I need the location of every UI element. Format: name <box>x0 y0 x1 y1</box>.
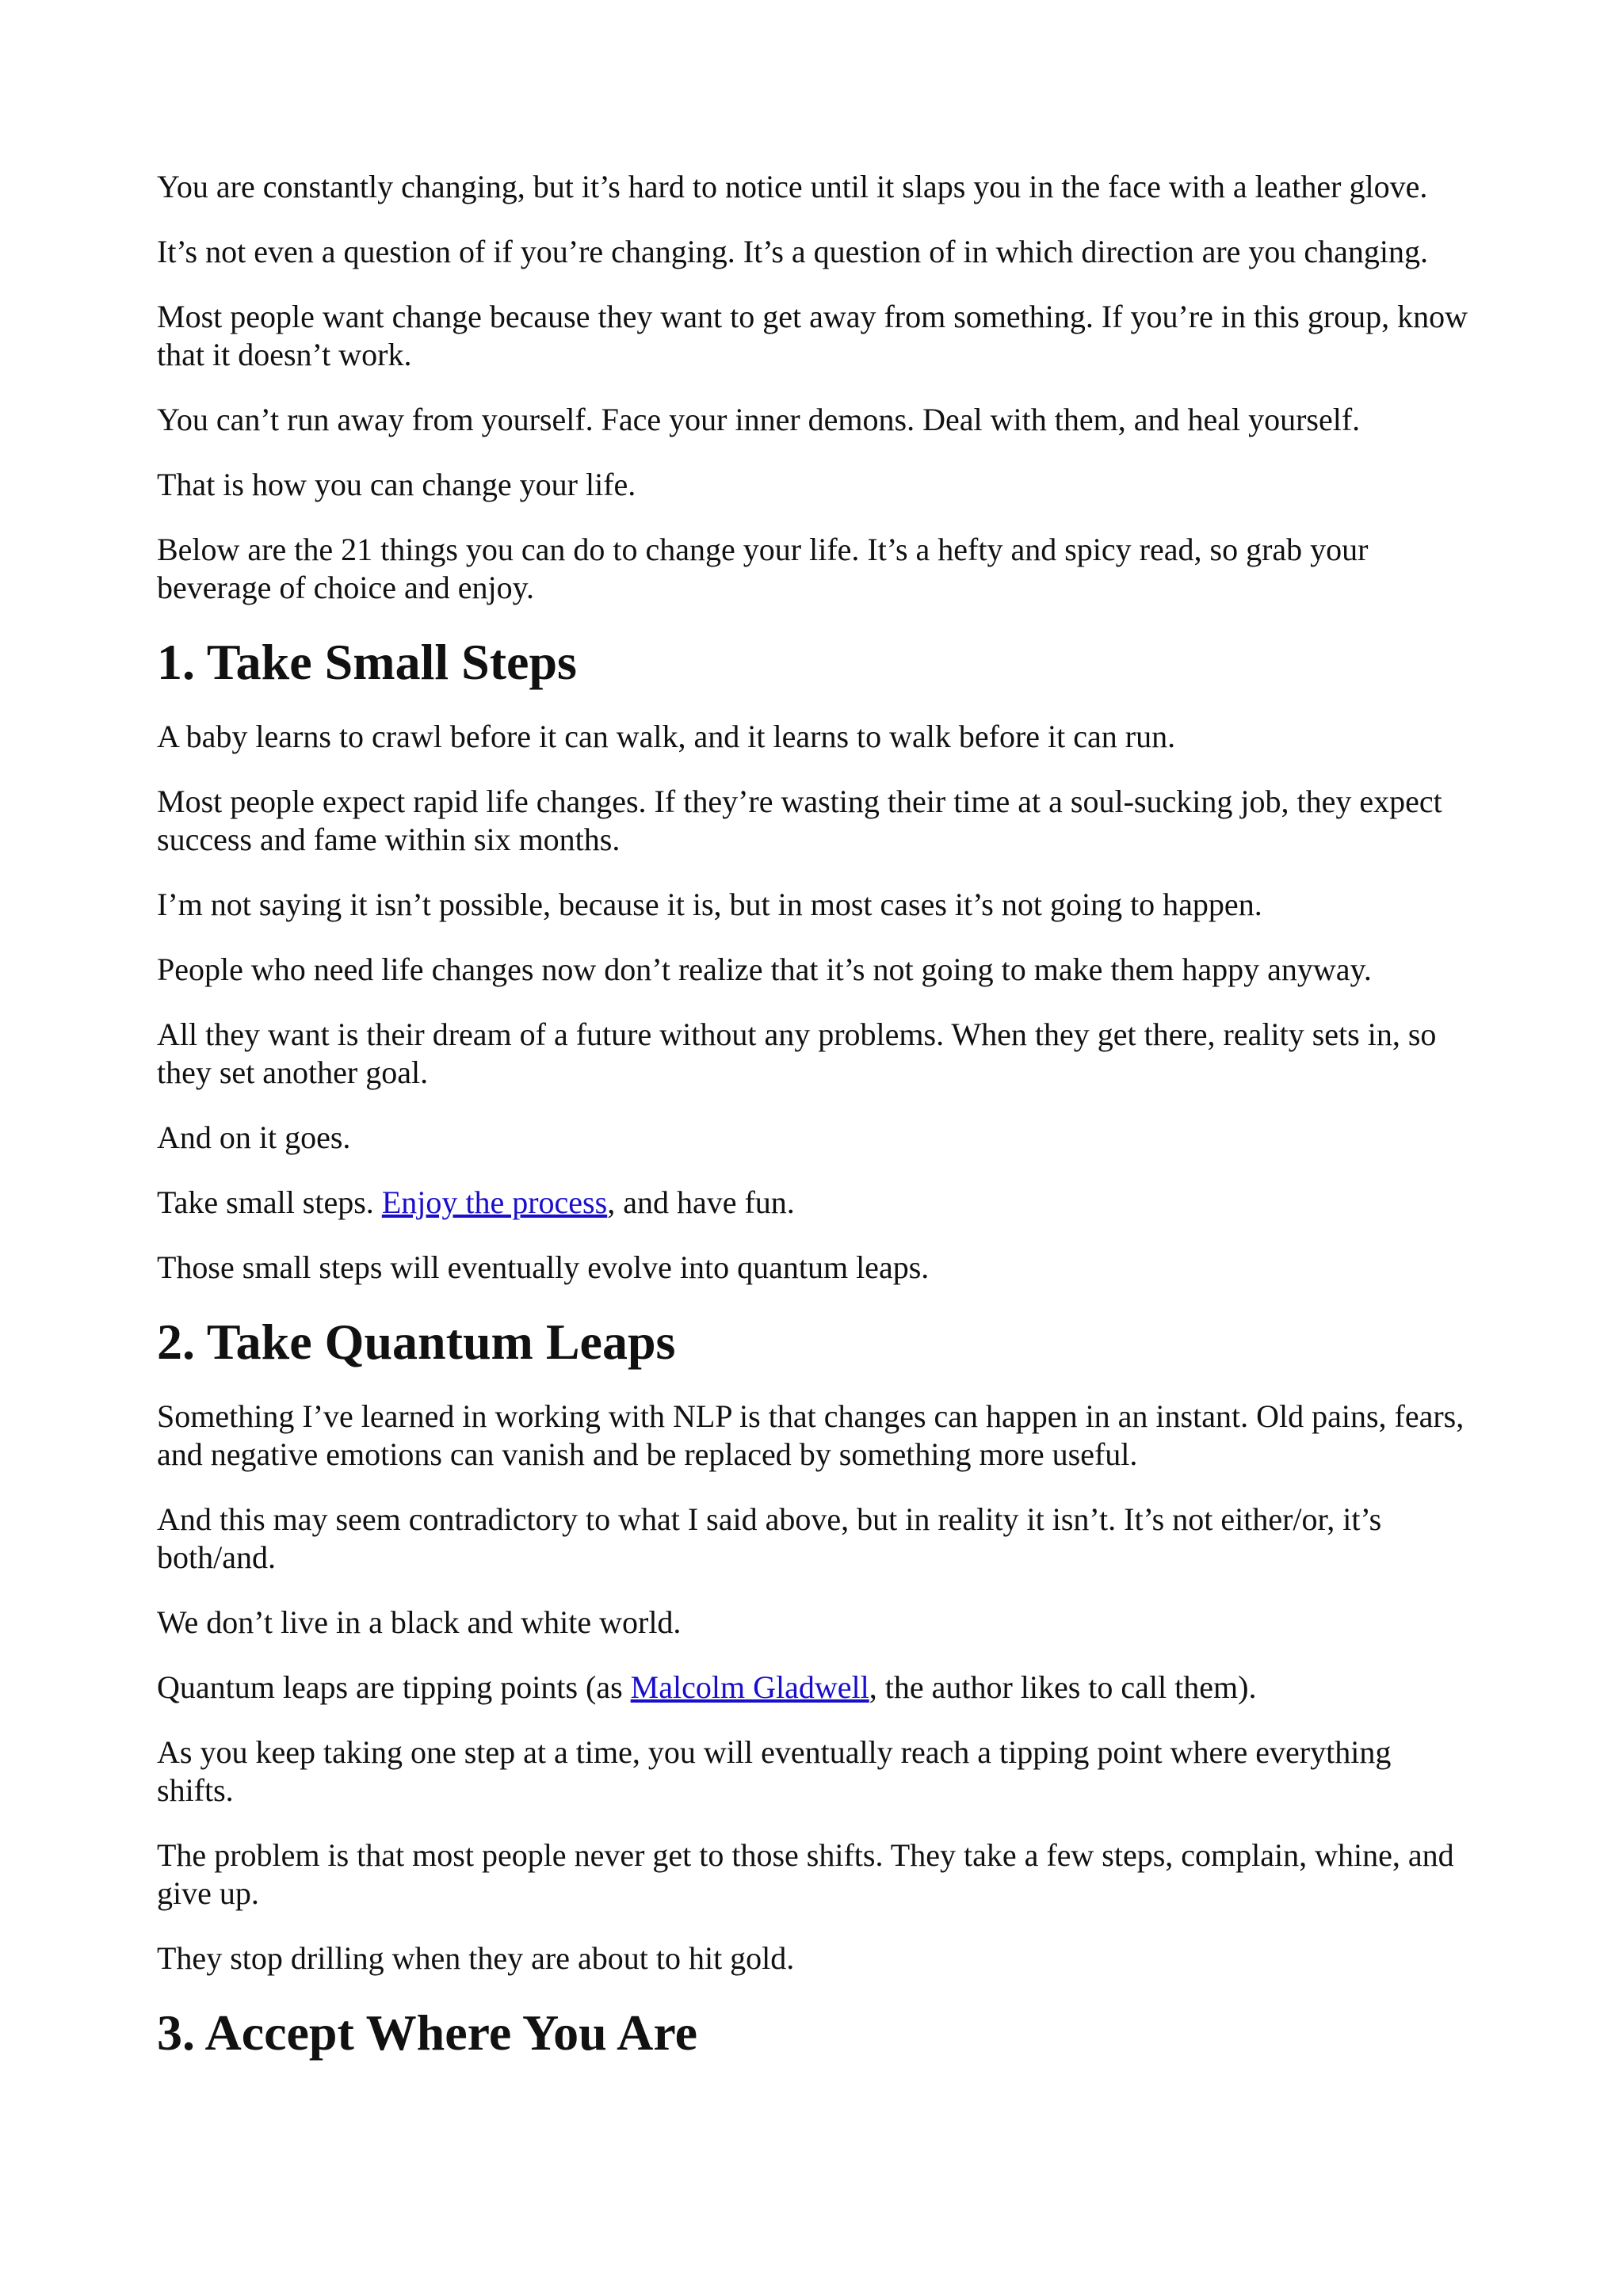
section1-paragraph: People who need life changes now don’t realize that it’s not going to make them happy anyway. <box>157 952 1372 987</box>
section2-paragraph: And this may seem contradictory to what I said above, but in reality it isn’t. It’s not either/or, it’s both/and. <box>157 1501 1382 1575</box>
section1-paragraph: And on it goes. <box>157 1119 351 1155</box>
malcolm-gladwell-link[interactable]: Malcolm Gladwell <box>630 1669 869 1705</box>
section1-paragraph: A baby learns to crawl before it can walk, and it learns to walk before it can run. <box>157 719 1176 754</box>
section2-paragraph: As you keep taking one step at a time, you will eventually reach a tipping point where everything shifts. <box>157 1734 1392 1808</box>
paragraph-text: , the author likes to call them). <box>869 1669 1257 1705</box>
section-heading: 1. Take Small Steps <box>157 634 577 690</box>
section2-paragraph: They stop drilling when they are about to hit gold. <box>157 1940 795 1976</box>
intro-paragraph: You are constantly changing, but it’s hard to notice until it slaps you in the face with a leather glove. <box>157 169 1428 204</box>
intro-paragraph: It’s not even a question of if you’re changing. It’s a question of in which direction are you changing. <box>157 234 1429 269</box>
intro-paragraph: You can’t run away from yourself. Face your inner demons. Deal with them, and heal yourself. <box>157 402 1361 437</box>
section2-paragraph: The problem is that most people never get to those shifts. They take a few steps, complain, whine, and give up. <box>157 1837 1454 1911</box>
section-heading: 3. Accept Where You Are <box>157 2004 697 2061</box>
enjoy-the-process-link[interactable]: Enjoy the process <box>381 1184 608 1220</box>
section1-paragraph: Most people expect rapid life changes. If they’re wasting their time at a soul-sucking job, they expect success and fame within six months. <box>157 784 1442 857</box>
section2-paragraph: Something I’ve learned in working with NLP is that changes can happen in an instant. Old pains, fears, and negative emotions can vanish and be replaced by something more useful. <box>157 1398 1465 1472</box>
section2-paragraph-with-link <box>157 1669 1472 1707</box>
intro-paragraph: Below are the 21 things you can do to change your life. It’s a hefty and spicy read, so grab your beverage of choice and enjoy. <box>157 532 1369 605</box>
article-body <box>157 168 1472 2088</box>
paragraph-text: , and have fun. <box>607 1184 795 1220</box>
paragraph-text: Take small steps. <box>157 1184 382 1220</box>
paragraph-text: Quantum leaps are tipping points (as <box>157 1669 631 1705</box>
section1-paragraph-with-link <box>157 1184 1472 1222</box>
section1-paragraph: Those small steps will eventually evolve into quantum leaps. <box>157 1249 930 1285</box>
section1-paragraph: All they want is their dream of a future without any problems. When they get there, reality sets in, so they set another goal. <box>157 1016 1437 1090</box>
section1-paragraph: I’m not saying it isn’t possible, because it is, but in most cases it’s not going to happen. <box>157 887 1262 922</box>
intro-paragraph: Most people want change because they want to get away from something. If you’re in this group, know that it doesn’t work. <box>157 299 1468 372</box>
section2-paragraph: We don’t live in a black and white world. <box>157 1604 682 1640</box>
section-heading: 2. Take Quantum Leaps <box>157 1314 676 1370</box>
intro-paragraph: That is how you can change your life. <box>157 467 636 502</box>
